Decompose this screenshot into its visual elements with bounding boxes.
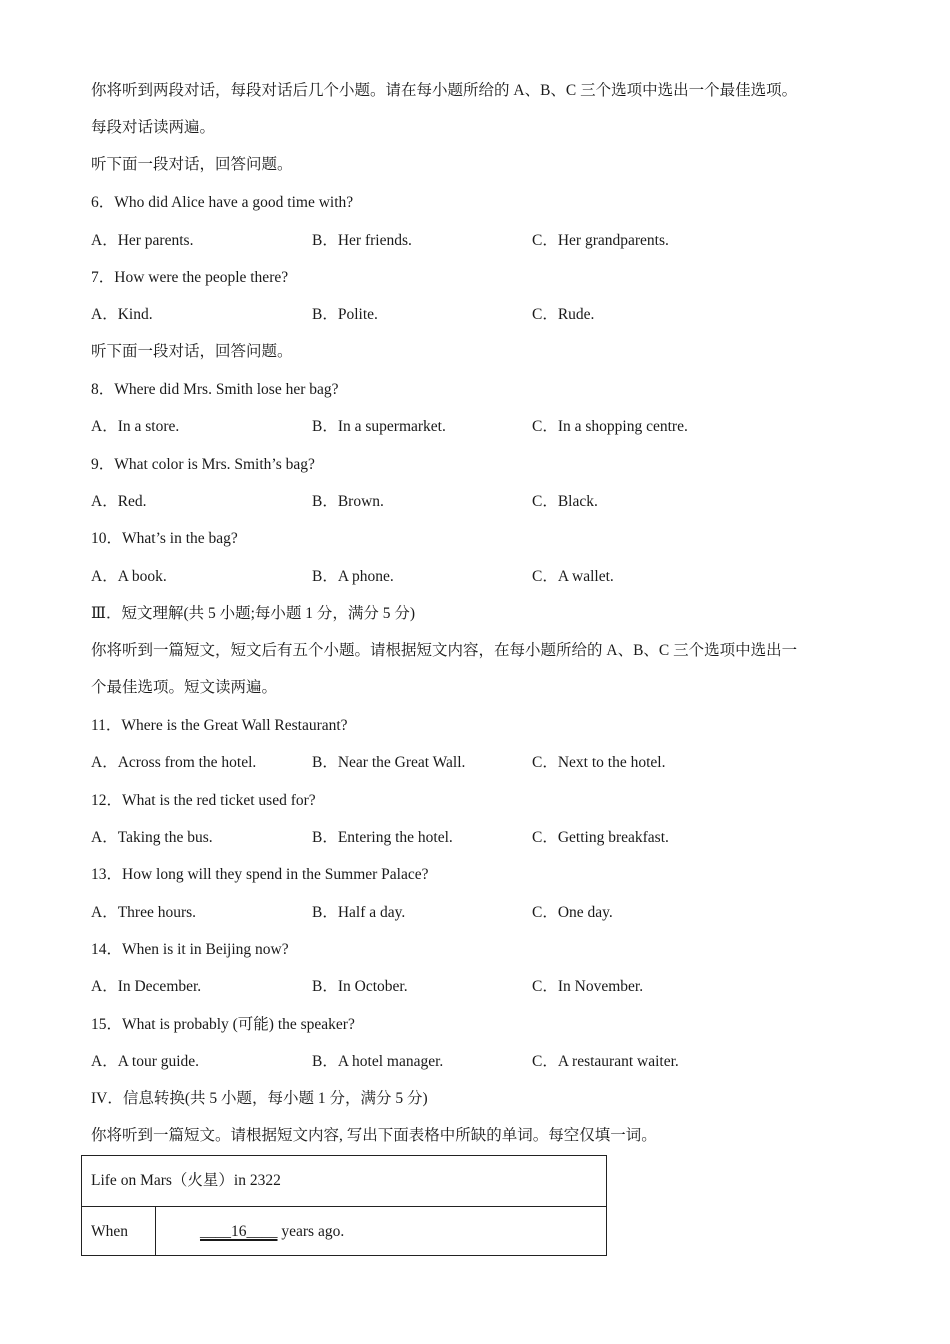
option-15c: C．A restaurant waiter. [532, 1053, 679, 1070]
table-row-label: When [91, 1223, 129, 1240]
table-row-value [200, 1222, 344, 1242]
option-15a: A．A tour guide. [91, 1053, 200, 1070]
option-7b: B．Polite. [312, 306, 378, 323]
section4-instruction: 你将听到一篇短文。请根据短文内容, 写出下面表格中所缺的单词。每空仅填一词。 [91, 1127, 657, 1144]
option-14c: C．In November. [532, 978, 644, 995]
option-8c: C．In a shopping centre. [532, 418, 688, 435]
question-6: 6．Who did Alice have a good time with? [91, 194, 354, 211]
question-12: 12．What is the red ticket used for? [91, 792, 316, 809]
option-14a: A．In December. [91, 978, 202, 995]
section3-heading: Ⅲ．短文理解(共 5 小题;每小题 1 分，满分 5 分) [91, 605, 416, 622]
option-6c: C．Her grandparents. [532, 232, 669, 249]
dialog1-intro: 听下面一段对话，回答问题。 [91, 156, 293, 173]
question-13: 13．How long will they spend in the Summer Palace? [91, 866, 429, 883]
option-13a: A．Three hours. [91, 904, 197, 921]
option-10a: A．A book. [91, 568, 167, 585]
section3-instruction-2: 个最佳选项。短文读两遍。 [91, 679, 278, 696]
table-title-row [82, 1156, 606, 1207]
option-15b: B．A hotel manager. [312, 1053, 444, 1070]
table-row [82, 1207, 606, 1255]
answer-blank-16[interactable]: ____16____ [200, 1223, 278, 1240]
table-divider [155, 1207, 156, 1255]
section2-instruction-2: 每段对话读两遍。 [91, 119, 216, 136]
table-row-suffix: years ago. [277, 1223, 345, 1240]
option-14b: B．In October. [312, 978, 408, 995]
question-7: 7．How were the people there? [91, 269, 289, 286]
option-13b: B．Half a day. [312, 904, 406, 921]
option-6a: A．Her parents. [91, 232, 194, 249]
question-11: 11．Where is the Great Wall Restaurant? [91, 717, 348, 734]
section3-instruction-1: 你将听到一篇短文，短文后有五个小题。请根据短文内容，在每小题所给的 A、B、C 三个选项中选出一 [91, 642, 798, 659]
option-10b: B．A phone. [312, 568, 394, 585]
option-9c: C．Black. [532, 493, 598, 510]
option-11b: B．Near the Great Wall. [312, 754, 466, 771]
option-6b: B．Her friends. [312, 232, 412, 249]
question-15: 15．What is probably (可能) the speaker? [91, 1016, 355, 1033]
option-12c: C．Getting breakfast. [532, 829, 669, 846]
question-8: 8．Where did Mrs. Smith lose her bag? [91, 381, 339, 398]
table-title: Life on Mars（火星）in 2322 [91, 1172, 281, 1189]
dialog2-intro: 听下面一段对话，回答问题。 [91, 343, 293, 360]
section4-heading: IV．信息转换(共 5 小题，每小题 1 分，满分 5 分) [91, 1090, 428, 1107]
option-10c: C．A wallet. [532, 568, 614, 585]
section2-instruction-1: 你将听到两段对话，每段对话后几个小题。请在每小题所给的 A、B、C 三个选项中选出一个最佳选项。 [91, 82, 798, 99]
option-12a: A．Taking the bus. [91, 829, 213, 846]
option-8a: A．In a store. [91, 418, 180, 435]
option-9b: B．Brown. [312, 493, 384, 510]
option-7a: A．Kind. [91, 306, 153, 323]
option-12b: B．Entering the hotel. [312, 829, 453, 846]
option-13c: C．One day. [532, 904, 613, 921]
info-table [81, 1155, 607, 1256]
question-10: 10．What’s in the bag? [91, 530, 238, 547]
question-14: 14．When is it in Beijing now? [91, 941, 289, 958]
option-11c: C．Next to the hotel. [532, 754, 666, 771]
option-11a: A．Across from the hotel. [91, 754, 257, 771]
question-9: 9．What color is Mrs. Smith’s bag? [91, 456, 315, 473]
option-8b: B．In a supermarket. [312, 418, 446, 435]
option-9a: A．Red. [91, 493, 147, 510]
option-7c: C．Rude. [532, 306, 595, 323]
